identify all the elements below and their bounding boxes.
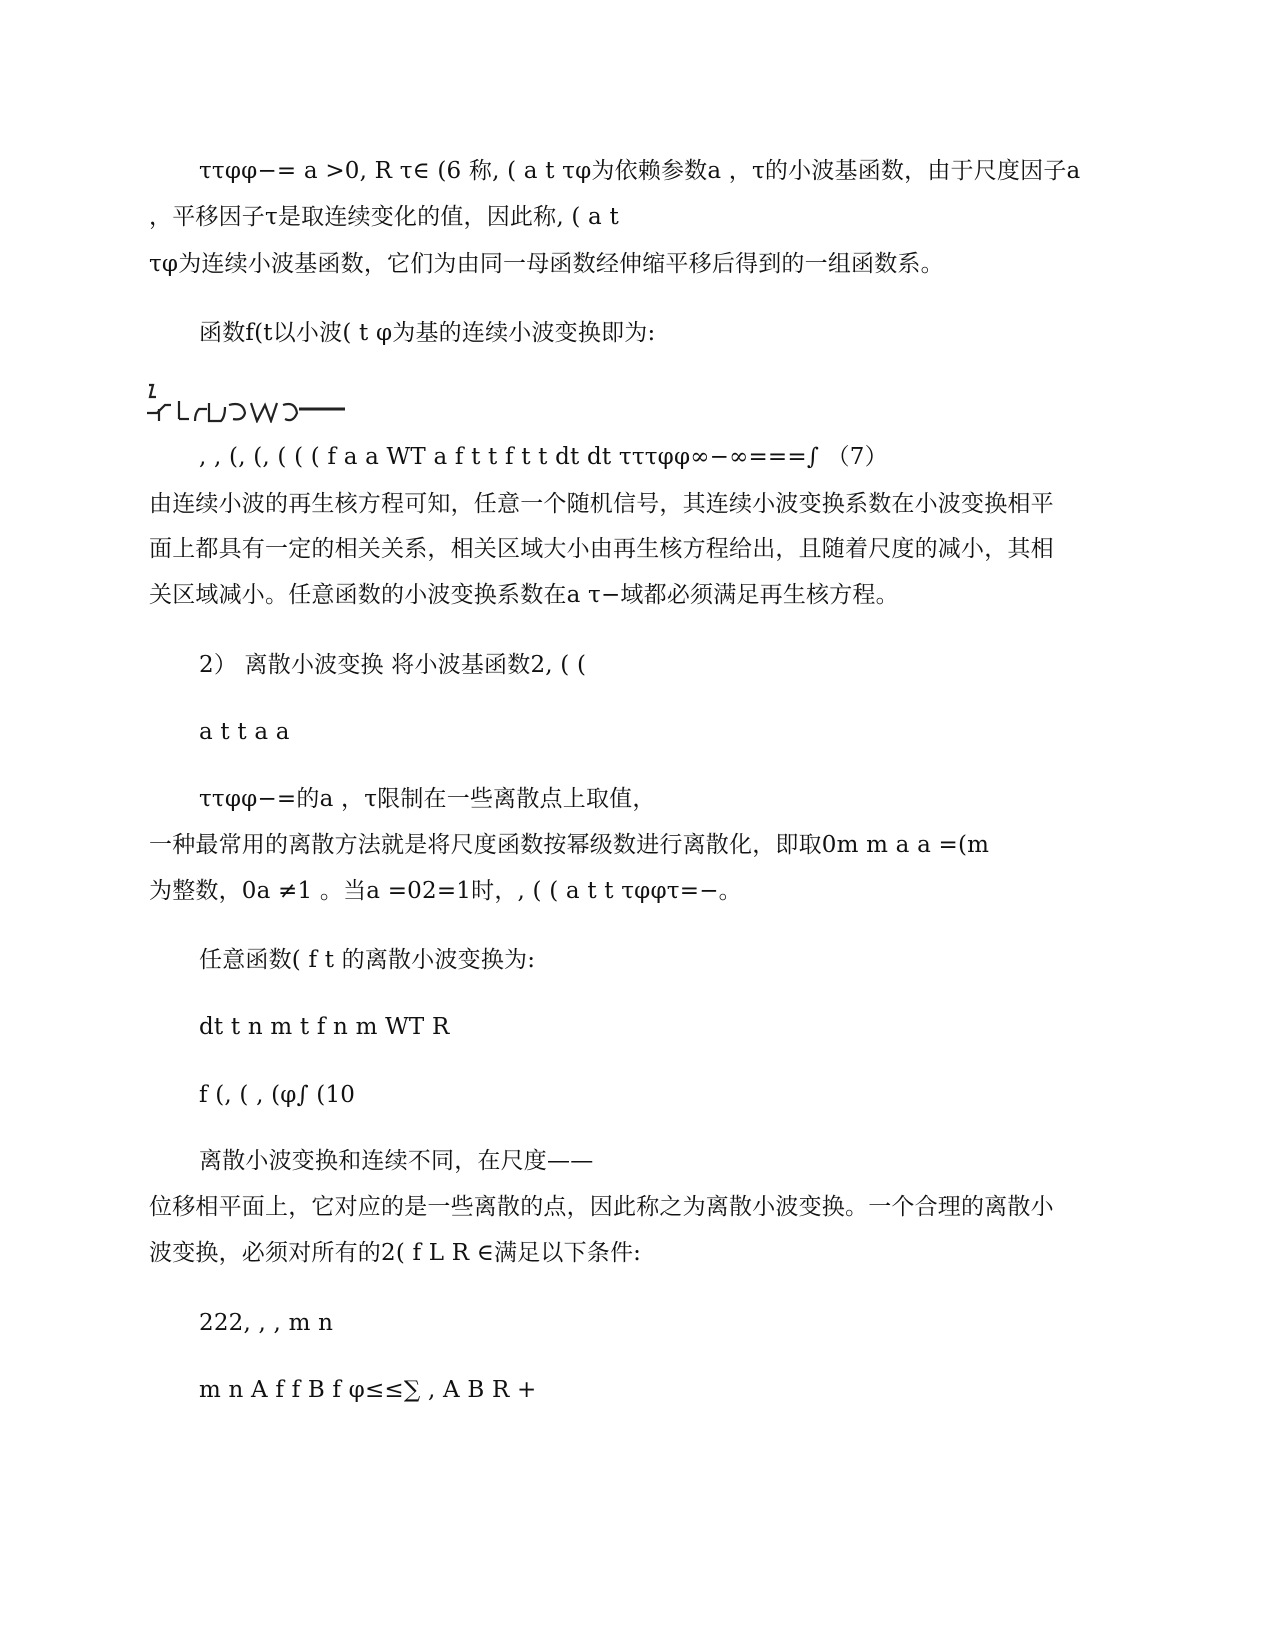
text-line: ττφφ−=的a ，τ限制在一些离散点上取值， — [199, 786, 656, 812]
text-line: 位移相平面上，它对应的是一些离散的点，因此称之为离散小波变换。一个合理的离散小 — [149, 1194, 1054, 1220]
text-line: 波变换，必须对所有的2( f L R ∈满足以下条件: — [149, 1240, 642, 1266]
text-line: 任意函数( f t 的离散小波变换为: — [199, 947, 536, 973]
text-line: 为整数，0a ≠1 。当a =02=1时，, ( ( a t t τφφτ=−。 — [149, 878, 742, 904]
formula-line: m n A f f B f φ≤≤∑ , A B R + — [199, 1377, 537, 1403]
text-line: 面上都具有一定的相关关系，相关区域大小由再生核方程给出，且随着尺度的减小，其相 — [149, 536, 1054, 562]
formula-line: dt t n m t f n m WT R — [199, 1014, 450, 1040]
formula-line: 222, , , m n — [199, 1310, 334, 1336]
formula-line: a t t a a — [199, 719, 290, 745]
text-line: 由连续小波的再生核方程可知，任意一个随机信号，其连续小波变换系数在小波变换相平 — [149, 491, 1054, 517]
text-line: ττφφ−= a >0, R τ∈ (6 称, ( a t τφ为依赖参数a ，τ的小波基函数，由于尺度因子a — [199, 158, 1081, 184]
formula-line: f (, ( , (φ∫ (10 — [199, 1082, 356, 1108]
section-heading: 2） 离散小波变换 将小波基函数2, ( ( — [199, 652, 587, 678]
text-line: τφ为连续小波基函数，它们为由同一母函数经伸缩平移后得到的一组函数系。 — [149, 251, 944, 277]
text-line: 一种最常用的离散方法就是将尺度函数按幂级数进行离散化，即取0m m a a =(m — [149, 832, 990, 858]
text-line: 离散小波变换和连续不同，在尺度—— — [199, 1148, 594, 1174]
text-line: ，平移因子τ是取连续变化的值，因此称, ( a t — [149, 204, 619, 230]
text-line: 函数f(t以小波( t φ为基的连续小波变换即为: — [199, 320, 656, 346]
text-line: 关区域减小。任意函数的小波变换系数在a τ−域都必须满足再生核方程。 — [149, 582, 899, 608]
garbled-formula-image — [147, 383, 347, 423]
formula-line: , , (, (, ( ( ( f a a WT a f t t f t t dt dt τττφφ∞−∞===∫ （7） — [199, 444, 888, 470]
